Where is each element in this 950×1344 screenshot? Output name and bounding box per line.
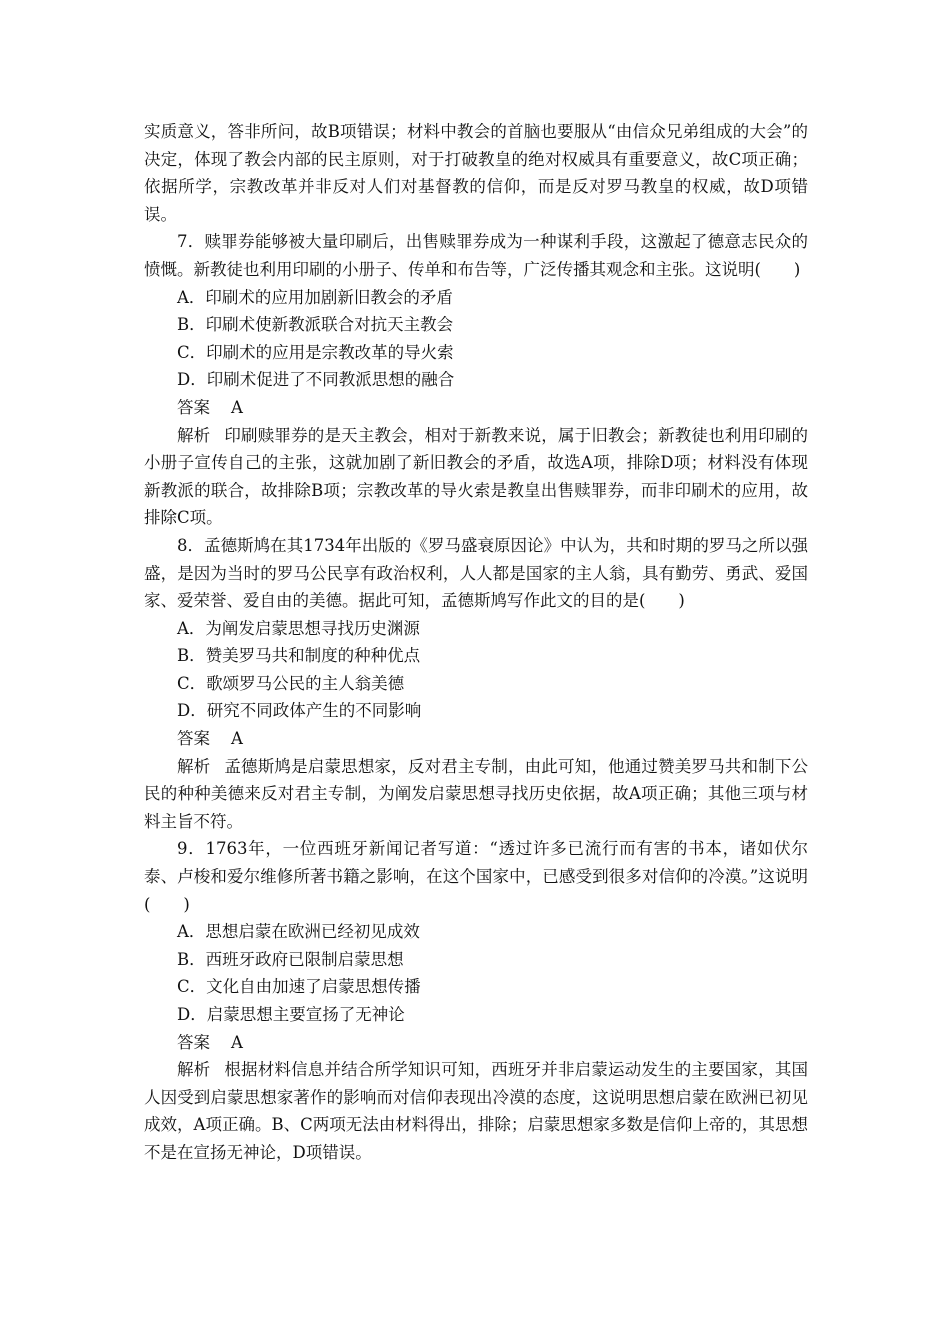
analysis-paragraph <box>144 1056 808 1166</box>
option-b: B．印刷术使新教派联合对抗天主教会 <box>177 315 454 335</box>
answer-value: A <box>231 397 243 417</box>
option-d: D．启蒙思想主要宣扬了无神论 <box>177 1005 405 1024</box>
question-stem: 9．1763年，一位西班牙新闻记者写道：“透过许多已流行而有害的书本，诸如伏尔泰、卢梭和爱尔维修所著书籍之影响，在这个国家中，已感受到很多对信仰的冷漠。”这说明( ) <box>144 839 808 914</box>
analysis-label: 解析 <box>177 756 211 776</box>
option-d: D．印刷术促进了不同教派思想的融合 <box>177 370 455 390</box>
question-stem: 7．赎罪券能够被大量印刷后，出售赎罪券成为一种谋利手段，这激起了德意志民众的愤慨。新教徒也利用印刷的小册子、传单和布告等，广泛传播其观念和主张。这说明( ) <box>144 232 808 279</box>
option-d: D．研究不同政体产生的不同影响 <box>177 701 422 721</box>
answer-label: 答案 <box>177 397 210 417</box>
option-c: C．印刷术的应用是宗教改革的导火索 <box>177 342 454 362</box>
option-a: A．思想启蒙在欧洲已经初见成效 <box>177 922 420 942</box>
question-stem: 8．孟德斯鸠在其1734年出版的《罗马盛衰原因论》中认为，共和时期的罗马之所以强盛，是因为当时的罗马公民享有政治权利，人人都是国家的主人翁，具有勤劳、勇武、爱国家、爱荣誉、爱自由的美德。据此可知，孟德斯鸠写作此文的目的是( ) <box>144 535 808 611</box>
answer-label: 答案 <box>177 729 210 749</box>
option-a: A．为阐发启蒙思想寻找历史渊源 <box>177 618 420 638</box>
answer-line <box>144 394 808 422</box>
option-b: B．西班牙政府已限制启蒙思想 <box>177 949 404 969</box>
question-9 <box>144 835 808 1166</box>
answer-value: A <box>231 1032 243 1052</box>
answer-line <box>144 1029 808 1057</box>
previous-analysis-continuation: 实质意义，答非所问，故B项错误；材料中教会的首脑也要服从“由信众兄弟组成的大会”的决定，体现了教会内部的民主原则，对于打破教皇的绝对权威具有重要意义，故C项正确；依据所学，宗教改革并非反对人们对基督教的信仰，而是反对罗马教皇的权威，故D项错误。 <box>144 122 808 224</box>
option-a: A．印刷术的应用加剧新旧教会的矛盾 <box>177 287 453 307</box>
answer-value: A <box>231 729 243 749</box>
analysis-label: 解析 <box>177 425 211 445</box>
analysis-text: 孟德斯鸠是启蒙思想家，反对君主专制，由此可知，他通过赞美罗马共和制下公民的种种美德来反对君主专制，为阐发启蒙思想寻找历史依据，故A项正确；其他三项与材料主旨不符。 <box>144 756 809 831</box>
option-c: C．歌颂罗马公民的主人翁美德 <box>177 673 405 693</box>
question-8 <box>144 532 808 836</box>
question-7 <box>144 228 808 532</box>
analysis-label: 解析 <box>177 1060 211 1080</box>
analysis-text: 根据材料信息并结合所学知识可知，西班牙并非启蒙运动发生的主要国家，其国人因受到启蒙思想家著作的影响而对信仰表现出冷漠的态度，这说明思想启蒙在欧洲已初见成效，A项正确。B、C两项无法由材料得出，排除；启蒙思想家多数是信仰上帝的，其思想不是在宣扬无神论，D项错误。 <box>144 1060 809 1162</box>
analysis-paragraph <box>144 753 808 836</box>
answer-line <box>144 725 808 753</box>
document-page <box>144 118 808 1167</box>
option-b: B．赞美罗马共和制度的种种优点 <box>177 646 421 666</box>
analysis-text: 印刷赎罪券的是天主教会，相对于新教来说，属于旧教会；新教徒也利用印刷的小册子宣传自己的主张，这就加剧了新旧教会的矛盾，故选A项，排除D项；材料没有体现新教派的联合，故排除B项；宗教改革的导火索是教皇出售赎罪券，而非印刷术的应用，故排除C项。 <box>144 425 809 528</box>
analysis-paragraph <box>144 422 808 532</box>
answer-label: 答案 <box>177 1032 210 1052</box>
option-c: C．文化自由加速了启蒙思想传播 <box>177 977 421 997</box>
